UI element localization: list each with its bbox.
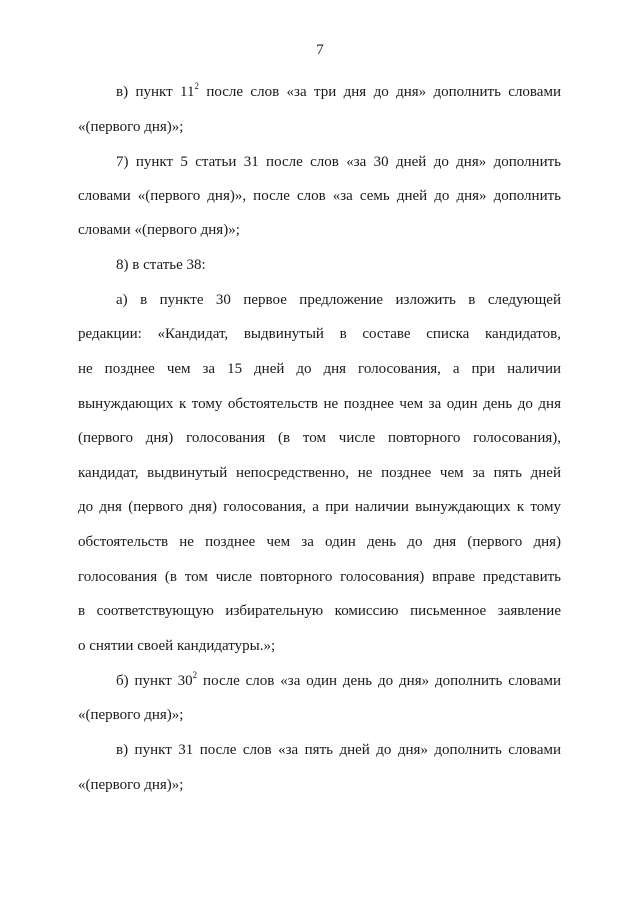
paragraph-line: в соответствующую избирательную комиссию письменное заявление [78,603,561,619]
paragraph-line: в) пункт 31 после слов «за пять дней до дня» дополнить словами [116,742,561,758]
paragraph-line: до дня (первого дня) голосования, а при наличии вынуждающих к тому [78,499,561,515]
page-number: 7 [316,42,324,58]
paragraph-line: вынуждающих к тому обстоятельств не позднее чем за один день до дня [78,396,561,412]
paragraph-line: о снятии своей кандидатуры.»; [78,638,276,654]
paragraph-line: «(первого дня)»; [78,119,184,135]
paragraph-line: (первого дня) голосования (в том числе повторного голосования), [78,430,561,446]
text-fragment: после слов «за три дня до дня» дополнить словами [198,84,561,100]
text-fragment: после слов «за один день до дня» дополнить словами [197,673,561,689]
paragraph-line: голосования (в том числе повторного голосования) вправе представить [78,569,561,585]
paragraph-line: не позднее чем за 15 дней до дня голосования, а при наличии [78,361,561,377]
paragraph-line: 7) пункт 5 статьи 31 после слов «за 30 дней до дня» дополнить [116,154,561,170]
text-fragment: б) пункт 30 [116,673,193,689]
paragraph-line: обстоятельств не позднее чем за один день до дня (первого дня) [78,534,561,550]
paragraph-line [116,671,561,691]
superscript: 2 [192,670,198,680]
paragraph-line [116,82,561,102]
text-fragment: в) пункт 11 [116,84,195,100]
paragraph-line: 8) в статье 38: [116,257,206,273]
paragraph-line: словами «(первого дня)»; [78,222,240,238]
paragraph-line: словами «(первого дня)», после слов «за семь дней до дня» дополнить [78,188,561,204]
paragraph-line: редакции: «Кандидат, выдвинутый в составе списка кандидатов, [78,326,561,342]
superscript: 2 [194,81,199,91]
paragraph-line: кандидат, выдвинутый непосредственно, не позднее чем за пять дней [78,465,561,481]
paragraph-line: «(первого дня)»; [78,707,184,723]
paragraph-line: а) в пункте 30 первое предложение изложить в следующей [116,292,561,308]
paragraph-line: «(первого дня)»; [78,777,184,793]
